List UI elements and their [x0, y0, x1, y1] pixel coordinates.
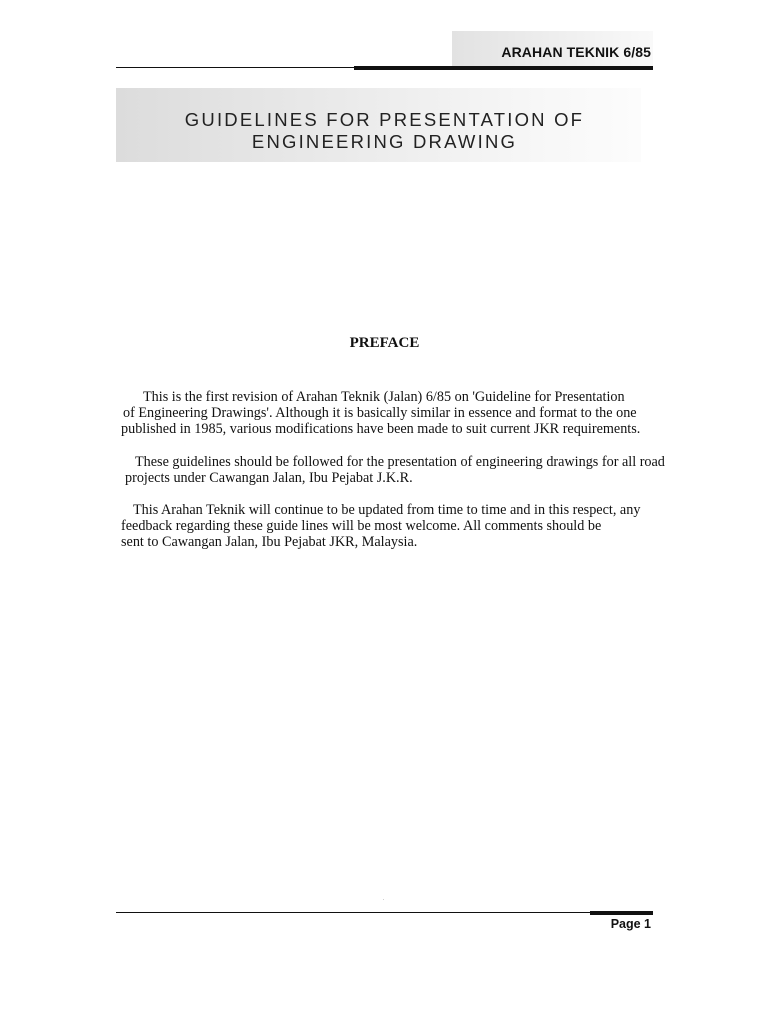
- paragraph-1-line-2: of Engineering Drawings'. Although it is basically similar in essence and format to the one: [123, 405, 637, 421]
- paragraph-1-line-1: This is the first revision of Arahan Teknik (Jalan) 6/85 on 'Guideline for Presentation: [143, 389, 625, 405]
- footer-rule-thick: [590, 911, 653, 915]
- document-title-line-1: GUIDELINES FOR PRESENTATION OF: [184, 109, 585, 130]
- header-rule-thick: [354, 66, 653, 70]
- paragraph-3-line-3: sent to Cawangan Jalan, Ibu Pejabat JKR, Malaysia.: [121, 534, 418, 550]
- paragraph-1-line-3: published in 1985, various modifications have been made to suit current JKR requirements.: [121, 421, 641, 437]
- paragraph-3-line-2: feedback regarding these guide lines will be most welcome. All comments should be: [121, 518, 602, 534]
- document-code: ARAHAN TEKNIK 6/85: [501, 44, 651, 60]
- footer-rule-thin: [116, 912, 592, 913]
- paragraph-2-line-1: These guidelines should be followed for the presentation of engineering drawings for all road: [135, 454, 665, 470]
- preface-heading: PREFACE: [349, 335, 420, 351]
- header-rule-thin: [116, 67, 356, 68]
- footer-speck: [383, 899, 384, 900]
- page-number: Page 1: [610, 917, 651, 931]
- document-title-line-2: ENGINEERING DRAWING: [251, 131, 518, 152]
- paragraph-3-line-1: This Arahan Teknik will continue to be updated from time to time and in this respect, any: [133, 502, 641, 518]
- paragraph-2-line-2: projects under Cawangan Jalan, Ibu Pejabat J.K.R.: [125, 470, 413, 486]
